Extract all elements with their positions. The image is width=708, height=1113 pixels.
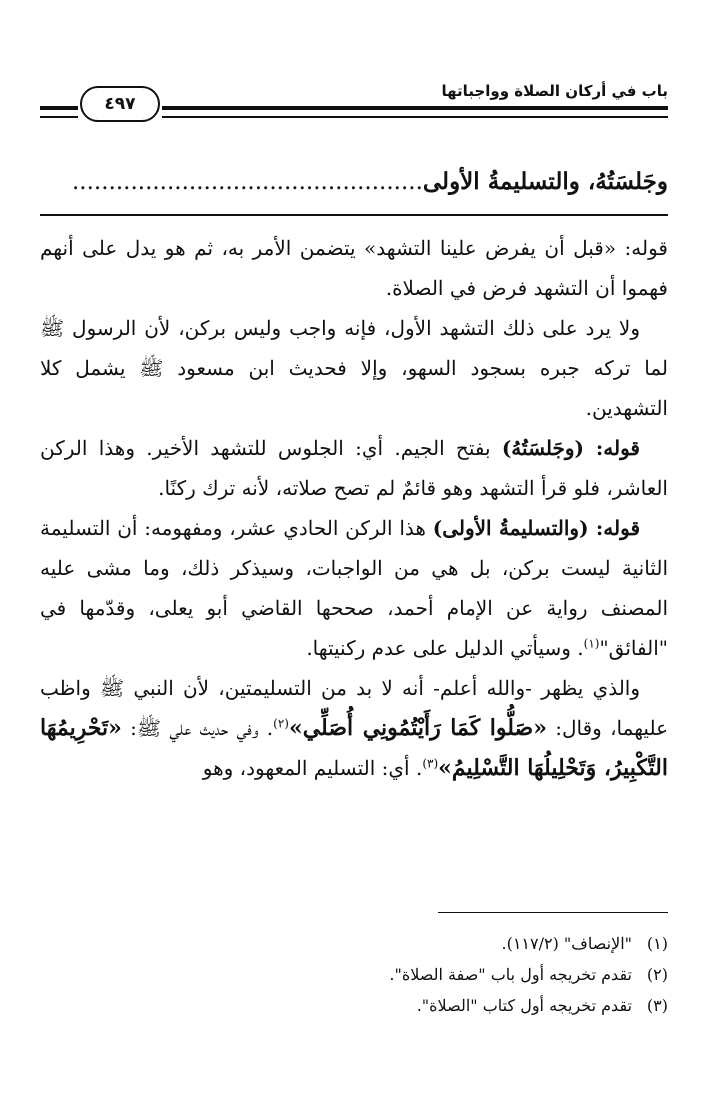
footnote-1 [40, 928, 668, 959]
section-title: وجَلسَتُهُ، والتسليمةُ الأولى [422, 168, 668, 195]
page-number: ٤٩٧ [80, 86, 160, 122]
footnote-3 [40, 990, 668, 1021]
paragraph-4-label: قوله: (والتسليمةُ الأولى) [432, 516, 641, 540]
paragraph-4-text-end: . وسيأتي الدليل على عدم ركنيتها. [306, 636, 584, 660]
footnote-3-text: تقدم تخريجه أول كتاب "الصلاة". [416, 996, 632, 1015]
footnote-rule [438, 912, 668, 913]
paragraph-5-text-mid: . وفي حديث علي ﷺ: [121, 716, 274, 740]
header-rule [162, 106, 668, 118]
running-header [40, 78, 668, 130]
paragraph-1: قوله: «قبل أن يفرض علينا التشهد» يتضمن الأمر به، ثم هو يدل على أنهم فهموا أن التشهد فرض في الصلاة. [40, 236, 668, 300]
paragraph-3 [40, 428, 668, 508]
paragraph-4 [40, 508, 668, 668]
paragraph-4-text: هذا الركن الحادي عشر، ومفهومه: أن التسليمة الثانية ليست بركن، بل هي من الواجبات، وسيذكر ذلك، وما مشى عليه المصنف رواية عن الإمام أحمد، صححها القاضي أبو يعلى، وقدّمها في "الفائق" [40, 516, 668, 660]
footnote-ref-2: (٢) [273, 716, 289, 731]
paragraph-5-text: والذي يظهر -والله أعلم- أنه لا بد من التسليمتين، لأن النبي ﷺ واظب عليهما، وقال: [40, 676, 669, 740]
body-text [40, 228, 668, 788]
chapter-title: باب في أركان الصلاة وواجباتها [441, 82, 668, 100]
footnote-3-number: (٣) [646, 996, 668, 1015]
footnote-1-number: (١) [646, 934, 668, 953]
footnote-ref-1: (١) [583, 636, 600, 651]
footnote-2-number: (٢) [646, 965, 668, 984]
paragraph-5 [40, 668, 668, 788]
footnote-ref-3: (٣) [422, 756, 439, 771]
section-heading [40, 162, 668, 202]
footnote-2 [40, 959, 668, 990]
paragraph-3-label: قوله: (وجَلسَتُهُ) [501, 436, 640, 460]
paragraph-3-text: بفتح الجيم. أي: الجلوس للتشهد الأخير. وهذا الركن العاشر، فلو قرأ التشهد وهو قائمٌ لم تصح صلاته، لأنه ترك ركنًا. [40, 436, 668, 500]
footnotes [40, 928, 668, 1021]
footnote-2-text: تقدم تخريجه أول باب "صفة الصلاة". [389, 965, 632, 984]
hadith-quote-2: «تَحْرِيمُهَا التَّكْبِيرُ، وَتَحْلِيلُهَا التَّسْلِيمُ» [40, 715, 668, 781]
paragraph-2: ولا يرد على ذلك التشهد الأول، فإنه واجب وليس بركن، لأن الرسول ﷺ لما تركه جبره بسجود السهو، وإلا فحديث ابن مسعود ﷺ يشمل كلا التشهدين. [40, 316, 668, 420]
paragraph-5-text-end: . أي: التسليم المعهود، وهو [202, 756, 423, 780]
hadith-quote-1: «صَلُّوا كَمَا رَأَيْتُمُونِي أُصَلِّي» [288, 715, 547, 741]
heading-dots: ................................................ [71, 169, 423, 195]
section-rule [40, 214, 668, 216]
footnote-1-text: "الإنصاف" (١١٧/٢). [501, 934, 632, 953]
header-rule-short [40, 106, 78, 118]
